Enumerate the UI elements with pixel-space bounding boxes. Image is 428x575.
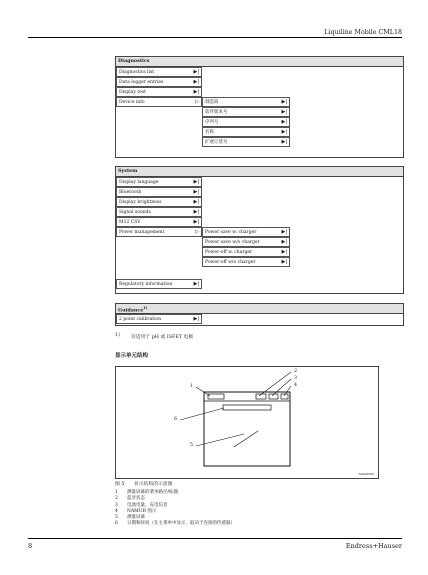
menu-item[interactable]: Display language ▶|	[116, 177, 202, 187]
list-item: 2 蓝牙状态	[115, 496, 145, 502]
diagnostics-table	[115, 56, 404, 158]
submenu-arrow-icon: ▶|	[281, 259, 287, 265]
list-item: 1 测量屏幕的菜单路径/标题	[115, 490, 179, 495]
submenu-arrow-icon: ▶|	[281, 229, 287, 235]
submenu-arrow-icon: ▶|	[193, 189, 199, 195]
callout-label: 3	[294, 376, 298, 381]
figure-legend	[115, 490, 235, 528]
submenu-item[interactable]: 序列号 ▶|	[202, 117, 290, 127]
submenu-arrow-icon: ▶|	[281, 139, 287, 145]
header-doc-title: Liquiline Mobile CML18	[324, 29, 402, 36]
footer-rule	[28, 538, 402, 539]
submenu-arrow-icon: ▶|	[281, 119, 287, 125]
menu-item[interactable]: 2 point calibration ▶|	[116, 314, 202, 324]
submenu-arrow-icon: ▶|	[193, 316, 199, 322]
callout-label: 6	[174, 417, 178, 422]
menu-item[interactable]: M12 CSV ▶|	[116, 217, 202, 227]
figure-caption: 显示结构的示意图	[134, 482, 173, 487]
diagnostics-title: Diagnostics	[116, 57, 403, 67]
table-row	[116, 87, 403, 97]
footer-brand: Endress+Hauser	[345, 542, 402, 550]
list-item: 6 日期和时间（在主菜单中显示，取决于连接的传感器）	[115, 521, 235, 527]
header-rule	[28, 37, 402, 38]
expand-arrow-icon: ▷	[195, 99, 199, 105]
section-title: 显示单元结构	[115, 353, 149, 359]
submenu-arrow-icon: ▶|	[281, 239, 287, 245]
callout-label: 4	[294, 383, 298, 388]
menu-item[interactable]: Display test ▶|	[116, 87, 202, 97]
callout-label: 1	[190, 384, 194, 389]
menu-item-power-management[interactable]: Power management ▷	[116, 227, 202, 237]
menu-item[interactable]: Display brightness ▶|	[116, 197, 202, 207]
submenu-item[interactable]: Power-off w. charger ▶|	[202, 247, 290, 257]
submenu-arrow-icon: ▶|	[281, 99, 287, 105]
callout-label: 5	[190, 443, 194, 448]
menu-item[interactable]: Data logger entries ▶|	[116, 77, 202, 87]
submenu-arrow-icon: ▶|	[193, 199, 199, 205]
submenu-item[interactable]: 扩展订货号 ▶|	[202, 137, 290, 147]
callout-label: 2	[294, 369, 298, 374]
figure-caption-no: 图 5	[115, 482, 125, 487]
submenu-arrow-icon: ▶|	[193, 69, 199, 75]
table-row	[116, 67, 403, 77]
submenu-arrow-icon: ▶|	[281, 249, 287, 255]
menu-item[interactable]: Signal sounds ▶|	[116, 207, 202, 217]
submenu-item[interactable]: 制造商 ▶|	[202, 97, 290, 107]
submenu-arrow-icon: ▶|	[193, 219, 199, 225]
submenu-item[interactable]: Power save w. charger ▶|	[202, 227, 290, 237]
submenu-item[interactable]: 名称 ▶|	[202, 127, 290, 137]
submenu-item[interactable]: Power save w/o charger ▶|	[202, 237, 290, 247]
menu-item[interactable]: Regulatory information ▶|	[116, 279, 202, 289]
footnote-text: 仅适用于 pH 或 ISFET 电极	[131, 335, 194, 340]
list-item: 4 NAMUR 图示	[115, 508, 157, 514]
list-item: 5 测量屏幕	[115, 515, 145, 521]
list-item: 3 电池电量、充电信息	[115, 502, 168, 508]
footnote-marker: 1)	[115, 333, 120, 338]
submenu-arrow-icon: ▶|	[193, 89, 199, 95]
submenu-arrow-icon: ▶|	[281, 109, 287, 115]
table-row	[116, 77, 403, 87]
menu-item-device-info[interactable]: Device info ▷	[116, 97, 202, 107]
submenu-arrow-icon: ▶|	[193, 179, 199, 185]
figure-code: A0000000	[358, 472, 374, 476]
submenu-arrow-icon: ▶|	[193, 79, 199, 85]
menu-item[interactable]: Bluetooth ▶|	[116, 187, 202, 197]
guidance-table	[115, 303, 404, 326]
submenu-arrow-icon: ▶|	[193, 281, 199, 287]
menu-item[interactable]: Diagnostics list ▶|	[116, 67, 202, 77]
display-diagram	[115, 366, 379, 479]
system-table	[115, 166, 404, 294]
display-diagram-svg	[116, 367, 378, 478]
submenu-arrow-icon: ▶|	[281, 129, 287, 135]
submenu-item[interactable]: 软件版本号 ▶|	[202, 107, 290, 117]
page-number: 8	[28, 542, 33, 550]
submenu-arrow-icon: ▶|	[193, 209, 199, 215]
table-row	[116, 97, 403, 107]
system-title: System	[116, 167, 403, 177]
expand-arrow-icon: ▷	[195, 229, 199, 235]
submenu-item[interactable]: Power-off w/o charger ▶|	[202, 257, 290, 267]
guidance-title: Guidance$^{1)}$	[116, 304, 403, 314]
